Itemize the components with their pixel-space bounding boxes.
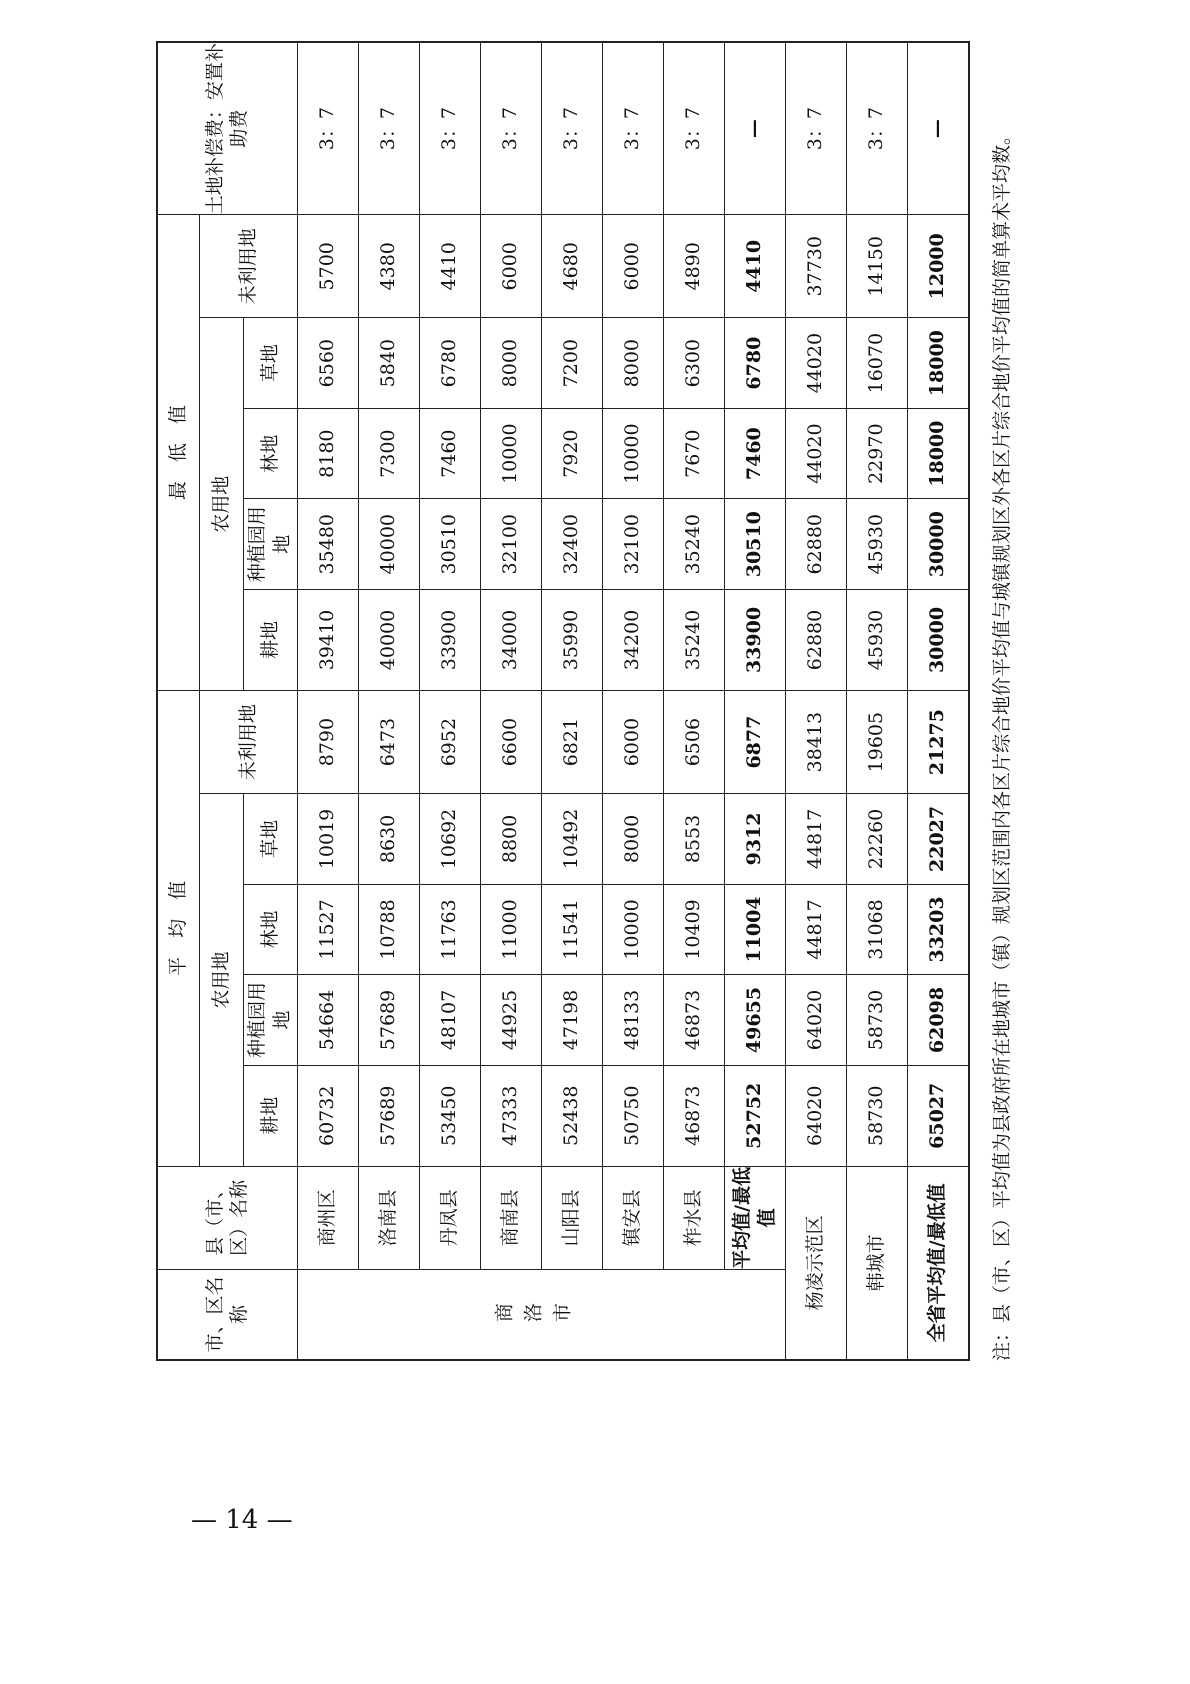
value-cell: 30510 [419,499,480,590]
value-cell: 5700 [297,215,358,318]
value-cell: 44817 [785,884,846,975]
value-cell: 10692 [419,794,480,885]
value-cell: 21275 [907,691,969,794]
value-cell: 38413 [785,691,846,794]
header-city: 市、区名称 [157,1269,297,1360]
province-summary-label: 全省平均值/最低值 [907,1166,969,1360]
header-avg-unused: 未利用地 [199,691,297,794]
value-cell: 35240 [663,589,724,690]
value-cell: 33900 [724,589,785,690]
value-cell: 7460 [419,408,480,499]
city-shangluo: 商洛市 [297,1269,785,1360]
table-row [419,42,480,1360]
ratio-cell: 3：7 [419,42,480,215]
value-cell: 8180 [297,408,358,499]
value-cell: 10000 [602,884,663,975]
value-cell: 50750 [602,1065,663,1166]
value-cell: 44817 [785,794,846,885]
value-cell: 8000 [602,318,663,409]
value-cell: 39410 [297,589,358,690]
value-cell: 33900 [419,589,480,690]
value-cell: 6473 [358,691,419,794]
value-cell: 8790 [297,691,358,794]
value-cell: 40000 [358,589,419,690]
value-cell: 11763 [419,884,480,975]
table-row [358,42,419,1360]
value-cell: 5840 [358,318,419,409]
ratio-cell: 3：7 [785,42,846,215]
value-cell: 32400 [541,499,602,590]
value-cell: 64020 [785,1065,846,1166]
value-cell: 37730 [785,215,846,318]
value-cell: 8800 [480,794,541,885]
county-name: 山阳县 [541,1166,602,1269]
value-cell: 6000 [602,215,663,318]
value-cell: 8630 [358,794,419,885]
value-cell: 4890 [663,215,724,318]
value-cell: 30000 [907,589,969,690]
value-cell: 8000 [602,794,663,885]
county-name: 镇安县 [602,1166,663,1269]
header-min-plantation: 种植园用地 [243,499,297,590]
value-cell: 44020 [785,318,846,409]
value-cell: 57689 [358,1065,419,1166]
value-cell: 60732 [297,1065,358,1166]
value-cell: 22027 [907,794,969,885]
value-cell: 7200 [541,318,602,409]
table-row [297,42,358,1360]
value-cell: 6000 [602,691,663,794]
table-row [541,42,602,1360]
ratio-cell: 3：7 [602,42,663,215]
value-cell: 7670 [663,408,724,499]
header-average: 平 均 值 [157,691,199,1167]
value-cell: 62880 [785,589,846,690]
province-summary-row [907,42,969,1360]
value-cell: 11004 [724,884,785,975]
rotated-page-content [156,41,1013,1361]
table-row [602,42,663,1360]
header-avg-plantation: 种植园用地 [243,975,297,1066]
value-cell: 6952 [419,691,480,794]
table-row [480,42,541,1360]
value-cell: 40000 [358,499,419,590]
value-cell: 10788 [358,884,419,975]
value-cell: 46873 [663,1065,724,1166]
value-cell: 8000 [480,318,541,409]
table-row [663,42,724,1360]
value-cell: 14150 [846,215,907,318]
value-cell: 6780 [419,318,480,409]
table-row [846,42,907,1360]
header-avg-farmland: 农用地 [199,794,243,1167]
ratio-cell: — [907,42,969,215]
value-cell: 11527 [297,884,358,975]
value-cell: 53450 [419,1065,480,1166]
header-min-unused: 未利用地 [199,215,297,318]
value-cell: 35480 [297,499,358,590]
value-cell: 18000 [907,408,969,499]
value-cell: 7460 [724,408,785,499]
value-cell: 57689 [358,975,419,1066]
county-name: 洛南县 [358,1166,419,1269]
value-cell: 10000 [602,408,663,499]
summary-row [724,42,785,1360]
value-cell: 46873 [663,975,724,1066]
value-cell: 31068 [846,884,907,975]
value-cell: 62880 [785,499,846,590]
value-cell: 6506 [663,691,724,794]
value-cell: 58730 [846,975,907,1066]
value-cell: 4680 [541,215,602,318]
value-cell: 11541 [541,884,602,975]
value-cell: 32100 [602,499,663,590]
value-cell: 49655 [724,975,785,1066]
value-cell: 10409 [663,884,724,975]
value-cell: 6300 [663,318,724,409]
county-name: 商南县 [480,1166,541,1269]
value-cell: 32100 [480,499,541,590]
value-cell: 30000 [907,499,969,590]
value-cell: 47198 [541,975,602,1066]
value-cell: 19605 [846,691,907,794]
value-cell: 6000 [480,215,541,318]
value-cell: 6821 [541,691,602,794]
value-cell: 35990 [541,589,602,690]
header-min-cultivated: 耕地 [243,589,297,690]
ratio-cell: 3：7 [297,42,358,215]
ratio-cell: — [724,42,785,215]
ratio-cell: 3：7 [663,42,724,215]
county-name: 商州区 [297,1166,358,1269]
value-cell: 45930 [846,589,907,690]
value-cell: 48107 [419,975,480,1066]
value-cell: 33203 [907,884,969,975]
value-cell: 44020 [785,408,846,499]
header-minimum: 最 低 值 [157,215,199,691]
header-min-forest: 林地 [243,408,297,499]
header-avg-grass: 草地 [243,794,297,885]
page-number: — 14 — [191,1505,293,1535]
county-name: 丹凤县 [419,1166,480,1269]
value-cell: 18000 [907,318,969,409]
value-cell: 35240 [663,499,724,590]
value-cell: 47333 [480,1065,541,1166]
header-county: 县（市、区）名称 [157,1166,297,1269]
ratio-cell: 3：7 [480,42,541,215]
value-cell: 11000 [480,884,541,975]
value-cell: 10000 [480,408,541,499]
value-cell: 4380 [358,215,419,318]
ratio-cell: 3：7 [541,42,602,215]
value-cell: 9312 [724,794,785,885]
value-cell: 10019 [297,794,358,885]
value-cell: 4410 [419,215,480,318]
value-cell: 8553 [663,794,724,885]
value-cell: 10492 [541,794,602,885]
value-cell: 22970 [846,408,907,499]
land-price-table [156,41,970,1361]
table-footnote: 注：县（市、区）平均值为县政府所在地城市（镇）规划区范围内各区片综合地价平均值与城镇规划区外各区片综合地价平均值的简单算术平均数。 [991,125,1013,1361]
value-cell: 6560 [297,318,358,409]
city-name: 杨凌示范区 [785,1166,846,1360]
value-cell: 44925 [480,975,541,1066]
value-cell: 12000 [907,215,969,318]
header-min-grass: 草地 [243,318,297,409]
ratio-cell: 3：7 [358,42,419,215]
value-cell: 62098 [907,975,969,1066]
header-min-farmland: 农用地 [199,318,243,691]
value-cell: 7300 [358,408,419,499]
value-cell: 6780 [724,318,785,409]
value-cell: 22260 [846,794,907,885]
city-name: 韩城市 [846,1166,907,1360]
value-cell: 34000 [480,589,541,690]
value-cell: 6877 [724,691,785,794]
value-cell: 6600 [480,691,541,794]
header-ratio: 土地补偿费：安置补助费 [157,42,297,215]
header-avg-forest: 林地 [243,884,297,975]
county-summary-label: 平均值/最低值 [724,1166,785,1269]
value-cell: 52752 [724,1065,785,1166]
ratio-cell: 3：7 [846,42,907,215]
table-row [785,42,846,1360]
value-cell: 34200 [602,589,663,690]
value-cell: 52438 [541,1065,602,1166]
value-cell: 4410 [724,215,785,318]
value-cell: 7920 [541,408,602,499]
value-cell: 54664 [297,975,358,1066]
value-cell: 45930 [846,499,907,590]
county-name: 柞水县 [663,1166,724,1269]
value-cell: 64020 [785,975,846,1066]
value-cell: 65027 [907,1065,969,1166]
value-cell: 48133 [602,975,663,1066]
value-cell: 58730 [846,1065,907,1166]
value-cell: 30510 [724,499,785,590]
header-avg-cultivated: 耕地 [243,1065,297,1166]
value-cell: 16070 [846,318,907,409]
